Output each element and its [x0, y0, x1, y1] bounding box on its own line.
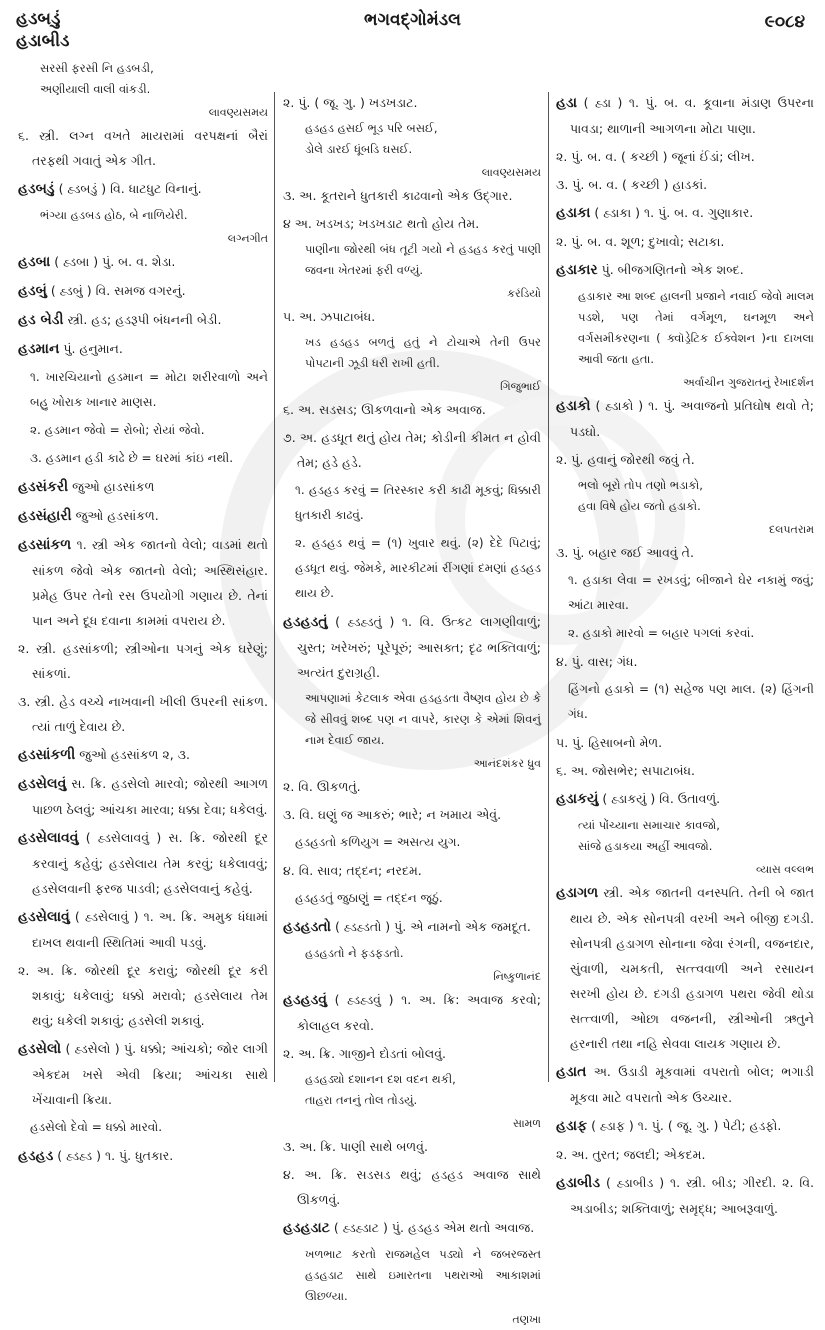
entry-definition: ( હ્ડહ્ડતું ) ૧. વિ. ઉત્કટ લાગણીવાળું; ચુસ્ત; ખરેખરું; પૂરેપૂરું; આસક્ત; દૃઢ ભક્તિવાળું; અત્યંત દુરાગ્રહી.	[297, 614, 541, 680]
dictionary-entry	[18, 307, 268, 333]
idiom-line	[556, 677, 814, 727]
entry-definition: જુઓ હડસાંકળ ૨, ૩.	[79, 747, 190, 762]
entry-definition: ૧. હડહડ કરવું = તિરસ્કાર કરી કાઢી મૂકવું; ધિક્કારી ધુતકારી કાઢવું.	[295, 483, 541, 522]
entry-definition: ૫. અ. ઝપાટાબંધ.	[283, 309, 376, 324]
quote-line: તાહરા તનનું તોલ તોડયું.	[305, 1093, 418, 1107]
entry-headword: હડહડવું	[283, 992, 328, 1008]
entry-headword: હડસેલાવું	[18, 909, 70, 925]
entry-definition: ૨. હડમાન જેવો = રોબો; રોયાં જેવો.	[30, 423, 205, 437]
quote-line: ખળભાટ કરતો રાજમહેલ પડ્યો ને જબરજસ્ત હડહડાટ સાથે ઇમારતના પથરાઓ આકાશમાં ઊછળ્યા.	[305, 1247, 541, 1303]
entry-definition: ૩. હડમાન હડી કાઢે છે = ઘરમાં કાંઇ નથી.	[30, 451, 234, 465]
entry-definition: ૨. અ. તુરત; જલદી; એકદમ.	[556, 1147, 706, 1162]
sense-line	[556, 540, 814, 565]
dictionary-entry	[18, 1143, 268, 1169]
entry-definition: ( હ્ડાકા ) ૧. પું. બ. વ. ગુણાકાર.	[594, 205, 754, 220]
dictionary-entry	[18, 771, 268, 822]
entry-definition: ૨. હડાકો મારવો = બહાર પગલાં કરવાં.	[568, 626, 755, 640]
dictionary-entry	[556, 1059, 814, 1110]
idiom-line	[283, 830, 541, 855]
entry-definition: સ્ત્રી. એક જાતની વનસ્પતિ. તેની બે જાત થાય છે. એક સોનપત્રી વરખી અને બીજી દગડી. સોનપત્રી હડાગળ સોનાના જેવા રંગની, વજનદાર, સુંવાળી, ચમકતી, સત્ત્વવાળી અને રસાયન સરખી હોય છે. દગડી હડાગળ પથરા જેવી થોડા સત્ત્વાળી, ઓછા વજનની, સ્ત્રીઓની ઋતુને હરનારી તથા નહિ સેવવા લાયક ગણાય છે.	[570, 885, 814, 1051]
entry-headword: હડાફ	[556, 1118, 588, 1134]
dictionary-entry	[18, 742, 268, 768]
entry-definition: ૨. પું. હવાનું જોરથી જવું તે.	[556, 452, 695, 467]
entry-definition: ૨. વિ. ઊકળતું.	[283, 779, 361, 794]
sense-line	[283, 1134, 541, 1159]
sense-line	[556, 447, 814, 472]
dictionary-entry	[283, 609, 541, 685]
entry-headword: હડસેલવું	[18, 776, 67, 792]
column-divider	[548, 92, 549, 1082]
sense-line	[556, 229, 814, 254]
citation-source: સામળ	[513, 1117, 541, 1130]
dictionary-entry	[18, 278, 268, 304]
entry-headword: હડબા	[18, 254, 51, 270]
entry-definition: હડહડતું જુઠાણું = તદ્દન જૂઠું.	[295, 891, 443, 905]
dictionary-entry	[283, 914, 541, 940]
entry-definition: ૨. પું. ( જૂ. ગુ. ) ખડખડાટ.	[283, 95, 418, 110]
quote-line: ભલો બૂરો તોપ તણો ભડાકો,	[578, 478, 703, 492]
entry-headword: હડસાંકળ	[18, 537, 72, 553]
dictionary-entry	[18, 825, 268, 901]
entry-definition: ૬. સ્ત્રી. લગ્ન વખતે માયરામાં વરપક્ષનાં બૈરાં તરફથી ગવાતું એક ગીત.	[18, 128, 268, 168]
sense-line	[18, 636, 268, 686]
quote-line: અણીયાલી વાલી વાંકડી.	[40, 82, 151, 96]
entry-definition: ૭. અ. હડધૂત થતું હોય તેમ; કોડીની કીમત ન હોવી તેમ; હડે હડે.	[283, 430, 541, 470]
entry-definition: ( હ્ડાફ ) ૧. પું. ( જૂ. ગુ. ) પેટી; હડફો.	[591, 1118, 782, 1133]
quote-line: હડહડ હસઈ ભૂડ પરિ બસઈ,	[305, 121, 438, 135]
sense-line	[283, 183, 541, 208]
entry-definition: ૪. પું. વાસ; ગંધ.	[556, 654, 638, 669]
dictionary-entry	[18, 336, 268, 362]
sense-line	[18, 689, 268, 739]
entry-definition: ( હ્ડસેલાવું ) ૧. અ. ક્રિ. અમુક ધંધામાં દાખલ થવાની સ્થિતિમાં આવી પડવું.	[32, 909, 268, 950]
dictionary-entry	[18, 176, 268, 202]
entry-definition: ( હ્ડાકો ) ૧. પું. અવાજનો પ્રતિઘોષ થવો તે; પડઘો.	[570, 398, 814, 439]
dictionary-entry	[18, 532, 268, 633]
citation-quote	[283, 332, 541, 374]
quote-line: આપણામાં કેટલાક એવા હડહડતા વૈષ્ણવ હોય છે કે જે સીવવું શબ્દ પણ ન વાપરે, કારણ કે એમાં શિવનું નામ દેવાઈ જાય.	[305, 691, 541, 747]
column-middle	[283, 90, 541, 1330]
entry-definition: ૨. હડહડ થવું = (૧) ખુવાર થવું. (૨) દેદે પિટાવું; હડધૂત થવું. જેમકે, મારકીટમાં રીંગણાં દમણાં હડહડ થાય છે.	[295, 536, 541, 600]
idiom-line	[283, 531, 541, 606]
citation-quote	[283, 118, 541, 160]
entry-headword: હડહડતું	[283, 614, 328, 630]
citation-quote	[556, 286, 814, 370]
guide-word-first: હડબડું	[16, 9, 61, 29]
citation-source: દલપતરામ	[768, 523, 814, 536]
entry-definition: અ. ઉડાડી મૂકવામાં વપરાતો બોલ; ભગાડી મૂકવા માટે વપરાતો એક ઉચ્ચાર.	[570, 1064, 815, 1105]
sense-line	[283, 858, 541, 883]
entry-definition: ( હ્ડબડું ) વિ. ધાટધુટ વિનાનું.	[58, 181, 202, 196]
guide-word-last: હડાબીડ	[16, 31, 70, 51]
quote-line: સાંજે હડાકયા અહીં આવજો.	[578, 839, 713, 853]
sense-line	[283, 304, 541, 329]
idiom-line	[283, 886, 541, 911]
entry-definition: ૬. અ. સડસડ; ઊકળવાનો એક અવાજ.	[283, 402, 486, 417]
dictionary-entry	[556, 200, 814, 226]
citation-source: લાવણ્યસમય	[481, 166, 541, 179]
citation-source: અર્વાચીન ગુજરાતનું રેખાદર્શન	[683, 376, 814, 389]
idiom-line	[18, 1115, 268, 1140]
column-divider	[274, 92, 275, 1082]
idiom-line	[283, 478, 541, 528]
sense-line	[18, 123, 268, 173]
entry-headword: હડહડ	[18, 1148, 54, 1164]
sense-line	[556, 730, 814, 755]
entry-definition: ૧. સ્ત્રી એક જાતનો વેલો; વાડમાં થતો સાંકળ જેવો એક જાતનો વેલો; અસ્થિસંહાર. પ્રમેહ ઉપર તેનો રસ ઉપયોગી ગણાય છે. તેનાં પાન અને દૂધ દવાના કામમાં વપરાય છે.	[32, 537, 268, 628]
entry-definition: ૨. પું. બ. વ. શૂળ; દુખાવો; સટાકા.	[556, 234, 725, 249]
citation-source: નિષ્કુળાનંદ	[493, 970, 541, 983]
entry-definition: ( હ્ડબું ) વિ. સમજ વગરનું.	[50, 283, 186, 298]
citation-quote	[556, 475, 814, 517]
citation-source: આનંદશંકર ધ્રુવ	[473, 757, 541, 770]
entry-definition: ( હ્ડહ્ડ ) ૧. પું. ધુતકાર.	[57, 1148, 174, 1163]
entry-definition: ( હ્ડહ્ડવું ) ૧. અ. ક્રિ: અવાજ કરવો; કોલાહલ કરવો.	[297, 992, 541, 1033]
entry-definition: ૩. પું. બહાર જઈ આવવું તે.	[556, 545, 694, 560]
entry-definition: ૬. અ. જોસભેર; સપાટાબંધ.	[556, 763, 695, 778]
quote-line: હડાકાર આ શબ્દ હાલની પ્રજાને નવાઈ જેવો માલમ પડશે, પણ તેમાં વર્ગમૂળ, ઘનમૂળ અને વર્ગસમીકરણના ( ક્વૉડ્રેટિક ઈક્વેશન )ના દાખલા આવી જતા હતા.	[578, 289, 814, 366]
column-left	[18, 10, 268, 1172]
sense-line	[283, 774, 541, 799]
citation-quote	[283, 239, 541, 281]
dictionary-entry	[556, 90, 814, 141]
sense-line	[18, 958, 268, 1033]
entry-definition: જુઓ હાડસાંકળ	[72, 479, 155, 494]
entry-headword: હડસંકરી	[18, 479, 69, 495]
citation-source: લાવણ્યસમય	[208, 106, 268, 119]
entry-headword: હડસેલાવવું	[18, 830, 79, 846]
citation-quote	[556, 815, 814, 857]
sense-line	[283, 90, 541, 115]
dictionary-entry	[18, 474, 268, 500]
dictionary-entry	[556, 786, 814, 812]
citation-source: કરંડિયો	[507, 287, 541, 300]
quote-line: ડોલે ડારઈ ધૂંબડિ ઘસઈ.	[305, 142, 413, 156]
dictionary-entry	[283, 987, 541, 1038]
citation-quote	[283, 943, 541, 964]
dictionary-entry	[556, 393, 814, 444]
sense-line	[283, 211, 541, 236]
entry-headword: હડાત	[556, 1064, 587, 1080]
dictionary-entry	[556, 257, 814, 283]
entry-definition: ૪. વિ. સાવ; તદ્દન; નરદમ.	[283, 863, 422, 878]
entry-headword: હડસેલો	[18, 1041, 62, 1057]
entry-definition: ૪ અ. ખડખડ; ખડખડાટ થતો હોય તેમ.	[283, 216, 480, 231]
quote-line: હડહડતો ને ફડફડતો.	[305, 946, 404, 960]
dictionary-entry	[18, 1036, 268, 1112]
dictionary-entry	[556, 1113, 814, 1139]
quote-line: હડહડ્યો દશાનન દશ વદન થકી,	[305, 1072, 456, 1086]
entry-definition: સ્ત્રી. હડ; હડરૂપી બંધનની બેડી.	[67, 312, 222, 327]
column-right	[556, 90, 814, 1224]
idiom-line	[18, 446, 268, 471]
dictionary-entry	[18, 904, 268, 955]
entry-headword: હડબું	[18, 283, 47, 299]
entry-definition: ૩. પું. બ. વ. ( કચ્છી ) હાડકાં.	[556, 177, 708, 192]
dictionary-entry	[18, 249, 268, 275]
entry-definition: ( હ્ડસેલો ) પું. ધક્કો; આંચકો; જોર લાગી એકદમ ખસે એવી ક્રિયા; આંચકા સાથે ખેંચાવાની ક્રિયા.	[32, 1041, 268, 1107]
dictionary-entry	[283, 1215, 541, 1241]
citation-source: તણખા	[512, 1313, 541, 1326]
entry-definition: ૨. સ્ત્રી. હડસાંકળી; સ્ત્રીઓના પગનું એક ઘરેણું; સાંકળાં.	[18, 641, 268, 681]
entry-definition: પું. બીજગણિતનો એક શબ્દ.	[601, 262, 744, 277]
entry-definition: ( હ્ડાબીડ ) ૧. સ્ત્રી. બીડ; ગીરદી. ૨. વિ. અડાબીડ; શક્તિવાળું; સમૃદ્ધ; આબરૂવાળું.	[570, 1175, 814, 1216]
entry-definition: ૩. વિ. ઘણું જ આકરું; ભારે; ન ખમાય એવું.	[283, 807, 502, 822]
quote-line: પાણીના જોરથી બંધ તૂટી ગયો ને હડહડ કરતું પાણી જવના ખેતરમાં ફરી વળ્યું.	[305, 242, 541, 277]
entry-definition: ( હ્ડસેલાવવું ) સ. ક્રિ. જોરથી દૂર કરવાનું કહેવું; હડસેલાય તેમ કરવું; ધકેલાવવું; હડસેલવાની ફરજ પાડવી; હડસેલવાનું કહેવું.	[32, 830, 268, 896]
entry-headword: હડાબીડ	[556, 1175, 601, 1191]
idiom-line	[18, 418, 268, 443]
entry-headword: હડાકા	[556, 205, 591, 221]
citation-source: લગ્નગીત	[227, 232, 268, 245]
sense-line	[556, 649, 814, 674]
entry-definition: ૨. અ. ક્રિ. જોરથી દૂર કરાવું; જોરથી દૂર કરી શકાવું; ધકેલાવું; ધક્કો મરાવો; હડસેલાય તેમ થવું; ધકેલી શકાવું; હડસેલી શકાવું.	[18, 963, 268, 1028]
citation-quote	[18, 58, 268, 100]
entry-definition: ૪. અ. ક્રિ. સડસડ થવું; હડહડ અવાજ સાથે ઊકળવું.	[283, 1167, 541, 1207]
entry-definition: ૩. અ. ક્રિ. પાણી સાથે બળવું.	[283, 1139, 428, 1154]
entry-definition: હડહડતો કળિયુગ = અસત્ય યુગ.	[295, 835, 461, 849]
quote-line: સરસી ફરસી નિ હડબડી,	[40, 61, 154, 75]
entry-definition: ૩. સ્ત્રી. હેડ વચ્ચે નાખવાની ખીલી ઉપરની સાંકળ. ત્યાં તાળું દેવાય છે.	[18, 694, 268, 734]
sense-line	[556, 172, 814, 197]
entry-headword: હડાગળ	[556, 885, 599, 901]
sense-line	[283, 1162, 541, 1212]
entry-definition: સ. ક્રિ. હડસેલો મારવો; જોરથી આગળ પાછળ ઠેલવું; આંચકા મારવા; ધક્કા દેવા; ધકેલવું.	[32, 776, 268, 817]
citation-quote	[283, 688, 541, 751]
entry-headword: હડ બેડી	[18, 312, 64, 328]
entry-headword: હડાકાર	[556, 262, 598, 278]
sense-line	[556, 1142, 814, 1167]
dictionary-entry	[556, 1170, 814, 1221]
entry-definition: ( હ્ડબા ) પું. બ. વ. શેડા.	[54, 254, 176, 269]
sense-line	[283, 425, 541, 475]
citation-quote	[18, 205, 268, 226]
sense-line	[283, 1041, 541, 1066]
quote-line: ભંગ્યા હડબડ હોઠ, બે નાળિયેરી.	[40, 208, 188, 222]
entry-definition: ૩. અ. કૂતરાને ધુતકારી કાઢવાનો એક ઉદ્ગાર.	[283, 188, 513, 203]
entry-headword: હડહડતો	[283, 919, 332, 935]
entry-headword: હડમાન	[18, 341, 60, 357]
entry-definition: ( હ્ડહ્ડતો ) પું. એ નામનો એક જમદૂત.	[335, 919, 531, 934]
entry-definition: ( હ્ડહ્ડાટ ) પું. હડહડ એમ થતો અવાજ.	[333, 1220, 535, 1235]
entry-definition: ( હ્ડાકયું ) વિ. ઉતાવળું.	[602, 791, 721, 806]
entry-definition: હિંગનો હડાકો = (૧) સહેજ પણ માલ. (૨) હિંગની ગંધ.	[568, 682, 814, 721]
entry-definition: ૧. હડાકા લેવા = રખડવું; બીજાને ઘેર નકામું જવું; આંટા મારવા.	[568, 573, 814, 612]
sense-line	[556, 144, 814, 169]
entry-headword: હડાકો	[556, 398, 591, 414]
citation-source: વ્યાસ વલ્લભ	[755, 863, 814, 876]
citation-source: ગિજુભાઈ	[500, 380, 541, 393]
idiom-line	[18, 365, 268, 415]
entry-definition: ૨. અ. ક્રિ. ગાજીને દોડતાં બોલવું.	[283, 1046, 446, 1061]
quote-line: ખડ હડહડ બળતું હતું ને ટોચાએ તેની ઉપર પોપટાની ઝૂડી ધરી રાખી હતી.	[305, 335, 541, 370]
quote-line: હવા વિષે હોય જતો હડાકો.	[578, 499, 701, 513]
idiom-line	[556, 568, 814, 618]
quote-line: ત્યાં પોંચ્યાના સમાચાર કાવજો,	[578, 818, 720, 832]
citation-quote	[283, 1244, 541, 1307]
entry-definition: જુઓ હડસાંકળ.	[75, 508, 159, 523]
dictionary-entry	[18, 503, 268, 529]
entry-definition: પું. હનુમાન.	[63, 341, 123, 356]
idiom-line	[556, 621, 814, 646]
entry-headword: હડહડાટ	[283, 1220, 330, 1236]
entry-headword: હડબડું	[18, 181, 55, 197]
entry-definition: ( હ્ડા ) ૧. પું. બ. વ. કૂવાના મંડાણ ઉપરના પાવડા; થાળાની આગળના મોટા પાણા.	[570, 95, 814, 136]
page-title: ભગવદ્ગોમંડલ	[364, 10, 461, 30]
sense-line	[283, 802, 541, 827]
page-number: ૯૦૮૪	[764, 12, 805, 32]
entry-headword: હડા	[556, 95, 578, 111]
entry-definition: હડસેલો દેવો = ધક્કો મારવો.	[30, 1120, 163, 1134]
entry-definition: ૫. પું. હિસાબનો મેળ.	[556, 735, 663, 750]
dictionary-entry	[556, 880, 814, 1056]
entry-headword: હડાકયું	[556, 791, 599, 807]
entry-definition: ૨. પું. બ. વ. ( કચ્છી ) જૂનાં ઈંડાં; લીખ.	[556, 149, 755, 164]
entry-headword: હડસાંકળી	[18, 747, 76, 763]
entry-headword: હડસંહારી	[18, 508, 72, 524]
sense-line	[283, 397, 541, 422]
entry-definition: ૧. ખારચિયાનો હડમાન = મોટા શરીરવાળો અને બહુ ખોરાક ખાનાર માણસ.	[30, 370, 268, 409]
sense-line	[556, 758, 814, 783]
